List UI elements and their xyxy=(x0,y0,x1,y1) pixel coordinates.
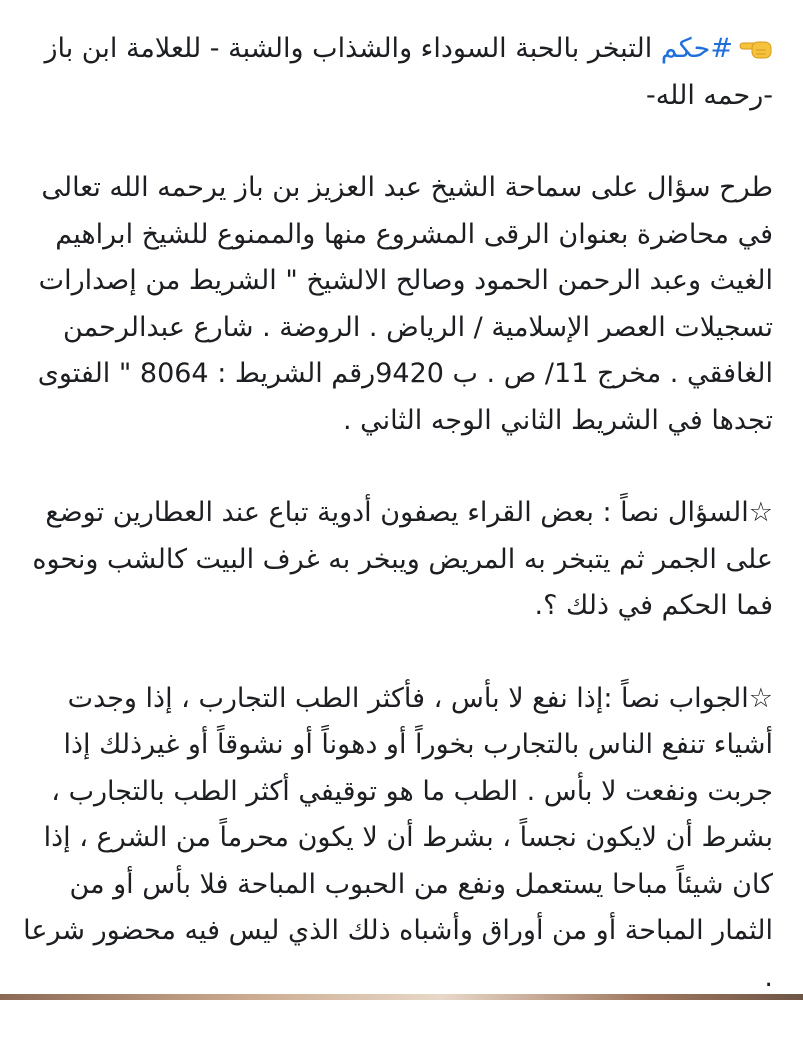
post-title-text: التبخر بالحبة السوداء والشذاب والشبة - للعلامة ابن باز -رحمه الله- xyxy=(44,33,773,111)
image-bottom-edge xyxy=(0,994,803,1000)
answer-paragraph xyxy=(20,676,773,1002)
question-paragraph xyxy=(20,490,773,630)
pointing-hand-icon xyxy=(739,38,773,60)
answer-text: الجواب نصاً :إذا نفع لا بأس ، فأكثر الطب التجارب ، إذا وجدت أشياء تنفع الناس بالتجارب بخوراً أو دهوناً أو نشوقاً أو غيرذلك إذا جربت ونفعت لا بأس . الطب ما هو توقيفي أكثر الطب بالتجارب ، بشرط أن لايكون نجساً ، بشرط أن لا يكون محرماً من الشرع ، إذا كان شيئاً مباحا يستعمل ونفع من الحبوب المباحة فلا بأس أو من الثمار المباحة أو من أوراق وأشباه ذلك الذي ليس فيه محضور شرعا . xyxy=(23,682,773,993)
star-outline-icon: ☆ xyxy=(748,682,773,714)
star-outline-icon: ☆ xyxy=(748,497,773,528)
hashtag-link[interactable]: #حكم xyxy=(660,33,733,64)
intro-paragraph: طرح سؤال على سماحة الشيخ عبد العزيز بن باز يرحمه الله تعالى في محاضرة بعنوان الرقى المشروع منها والممنوع للشيخ ابراهيم الغيث وعبد الرحمن الحمود وصالح الالشيخ " الشريط من إصدارات تسجيلات العصر الإسلامية / الرياض . الروضة . شارع عبدالرحمن الغافقي . مخرج 11/ ص . ب 9420رقم الشريط : 8064 " الفتوى تجدها في الشريط الثاني الوجه الثاني . xyxy=(37,172,773,436)
post-content xyxy=(20,26,773,1047)
post-title xyxy=(20,26,773,119)
question-text: السؤال نصاً : بعض القراء يصفون أدوية تباع عند العطارين توضع على الجمر ثم يتبخر به المريض ويبخر به غرف البيت كالشب ونحوه فما الحكم في ذلك ؟. xyxy=(32,497,773,621)
